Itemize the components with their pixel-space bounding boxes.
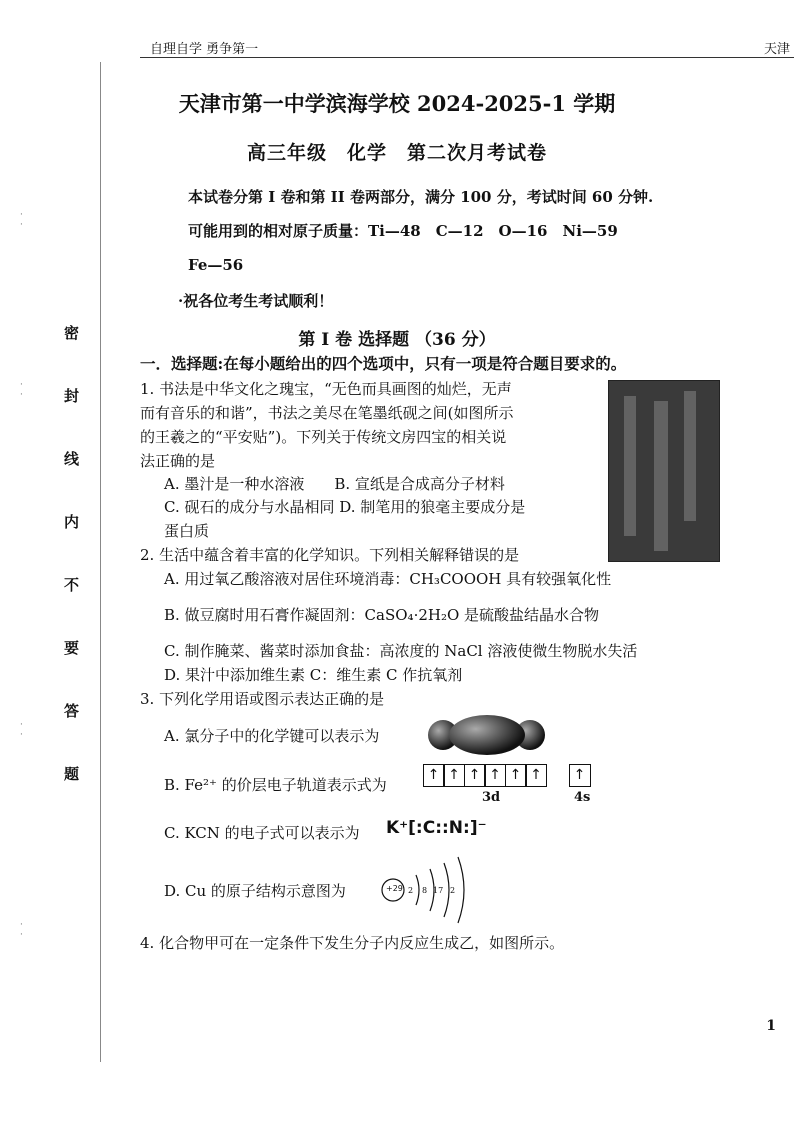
shell-electrons: 2	[450, 886, 456, 895]
seal-char: 答	[64, 702, 80, 720]
margin-mark: · ·	[20, 210, 23, 230]
orbital-4s	[570, 764, 591, 787]
shell-electrons: 8	[422, 886, 428, 895]
seal-char: 题	[64, 765, 80, 783]
kcn-electron-formula: K⁺[:C::N:]⁻	[386, 818, 487, 838]
section-title: 第 I 卷 选择题 （36 分）	[298, 330, 496, 350]
q3-stem: 3. 下列化学用语或图示表达正确的是	[140, 690, 385, 708]
seal-char: 密	[64, 324, 80, 342]
q2-option-c: C. 制作腌菜、酱菜时添加食盐：高浓度的 NaCl 溶液使微生物脱水失活	[164, 642, 638, 660]
seal-char: 线	[64, 450, 80, 468]
exam-title: 天津市第一中学滨海学校 2024-2025-1 学期	[178, 91, 616, 116]
orbital-box: ↑	[569, 764, 591, 787]
q1-option-d-cont: 蛋白质	[164, 522, 210, 540]
chlorine-bond-model	[425, 712, 550, 757]
page-number: 1	[766, 1018, 776, 1034]
q1-options-ab: A. 墨汁是一种水溶液 B. 宣纸是合成高分子材料	[164, 475, 505, 493]
margin-mark: · ·	[20, 380, 23, 400]
calligraphy-image	[608, 380, 720, 562]
margin-mark: · ·	[20, 720, 23, 740]
seal-char: 封	[64, 387, 80, 405]
q2-option-d: D. 果汁中添加维生素 C：维生素 C 作抗氧剂	[164, 666, 463, 684]
q1-stem: 法正确的是	[140, 452, 216, 470]
seal-char: 内	[64, 513, 80, 531]
atomic-mass-line: 可能用到的相对原子质量：Ti—48 C—12 O—16 Ni—59	[188, 222, 618, 240]
orbital-box: ↑	[525, 764, 547, 787]
shell-electrons: 2	[408, 886, 414, 895]
nucleus-charge: +29	[386, 884, 403, 893]
q1-stem: 而有音乐的和谐”，书法之美尽在笔墨纸砚之间(如图所示	[140, 404, 514, 422]
seal-char: 不	[64, 576, 80, 594]
seal-line	[100, 62, 101, 1062]
instruction: 一．选择题:在每小题给出的四个选项中，只有一项是符合题目要求的。	[140, 354, 627, 373]
margin-mark: · ·	[20, 920, 23, 940]
header-motto: 自理自学 勇争第一	[150, 42, 259, 57]
q1-stem: 1. 书法是中华文化之瑰宝，“无色而具画图的灿烂，无声	[140, 380, 512, 398]
seal-char: 要	[64, 639, 80, 657]
orbital-label-4s: 4s	[574, 790, 591, 805]
q3-option-a: A. 氯分子中的化学键可以表示为	[164, 727, 380, 745]
header-divider	[140, 57, 794, 58]
q4-stem: 4. 化合物甲可在一定条件下发生分子内反应生成乙，如图所示。	[140, 934, 565, 952]
q2-option-a: A. 用过氧乙酸溶液对居住环境消毒：CH₃COOOH 具有较强氧化性	[164, 570, 612, 588]
atomic-mass-line: Fe—56	[188, 256, 244, 274]
orbital-label-3d: 3d	[482, 790, 501, 805]
orbital-box: ↑	[505, 764, 527, 787]
orbital-box: ↑	[484, 764, 506, 787]
q1-options-cd: C. 砚石的成分与水晶相同 D. 制笔用的狼毫主要成分是	[164, 498, 526, 516]
shell-electrons: 17	[433, 886, 444, 895]
q3-option-c: C. KCN 的电子式可以表示为	[164, 824, 360, 842]
q2-stem: 2. 生活中蕴含着丰富的化学知识。下列相关解释错误的是	[140, 546, 520, 564]
q2-option-b: B. 做豆腐时用石膏作凝固剂：CaSO₄·2H₂O 是硫酸盐结晶水合物	[164, 606, 600, 624]
exam-subtitle: 高三年级 化学 第二次月考试卷	[246, 142, 547, 164]
q1-stem: 的王羲之的“平安贴”)。下列关于传统文房四宝的相关说	[140, 428, 507, 446]
header-right-text: 天津	[763, 42, 790, 57]
orbital-3d	[424, 764, 547, 787]
orbital-box: ↑	[464, 764, 486, 787]
intro-line: 本试卷分第 I 卷和第 II 卷两部分，满分 100 分，考试时间 60 分钟.	[188, 188, 654, 206]
orbital-box: ↑	[443, 764, 465, 787]
q3-option-d: D. Cu 的原子结构示意图为	[164, 882, 346, 900]
q3-option-b: B. Fe²⁺ 的价层电子轨道表示式为	[164, 776, 387, 794]
wish-line: ·祝各位考生考试顺利！	[178, 292, 334, 310]
orbital-box: ↑	[423, 764, 445, 787]
